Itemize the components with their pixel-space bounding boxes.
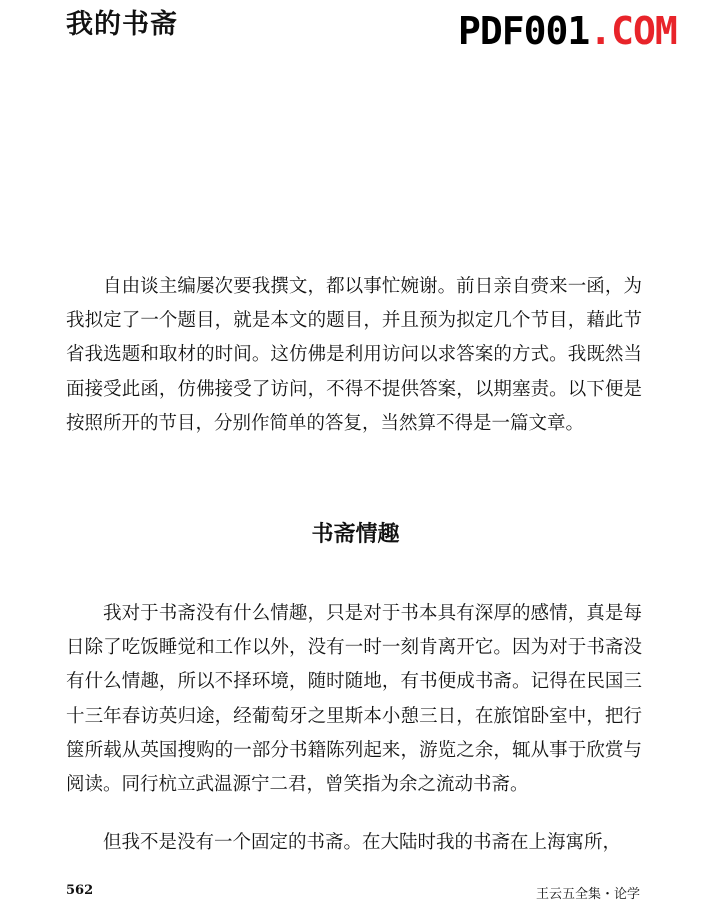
section-heading: 书斋情趣: [311, 522, 400, 547]
body-paragraph: 但我不是没有一个固定的书斋。在大陆时我的书斋在上海寓所，: [103, 832, 622, 853]
book-title: 王云五全集・论学: [535, 887, 640, 902]
watermark-logo: [458, 9, 677, 53]
intro-paragraph: 自由谈主编屡次要我撰文，都以事忙婉谢。前日亲自赍来一函，为我拟定了一个题目，就是本文的题目，并且预为拟定几个节目，藉此节省我选题和取材的时间。这仿佛是利用访问以求答案的方式。我既然当面接受此函，仿佛接受了访问，不得不提供答案，以期塞责。以下便是按照所开的节目，分别作简单的答复，当然算不得是一篇文章。: [66, 276, 642, 434]
page-footer: [66, 883, 640, 902]
page-title: 我的书斋: [66, 9, 178, 40]
body-paragraph: 我对于书斋没有什么情趣，只是对于书本具有深厚的感情，真是每日除了吃饭睡觉和工作以外，没有一时一刻肯离开它。因为对于书斋没有什么情趣，所以不择环境，随时随地，有书便成书斋。记得在民国三十三年春访英归途，经葡萄牙之里斯本小憩三日，在旅馆卧室中，把行箧所载从英国搜购的一部分书籍陈列起来，游览之余，辄从事于欣赏与阅读。同行杭立武温源宁二君，曾笑指为余之流动书斋。: [66, 603, 642, 796]
watermark-accent-text: .COM: [589, 9, 677, 53]
page-number: 562: [66, 883, 94, 898]
watermark-main-text: PDF001: [458, 9, 590, 53]
